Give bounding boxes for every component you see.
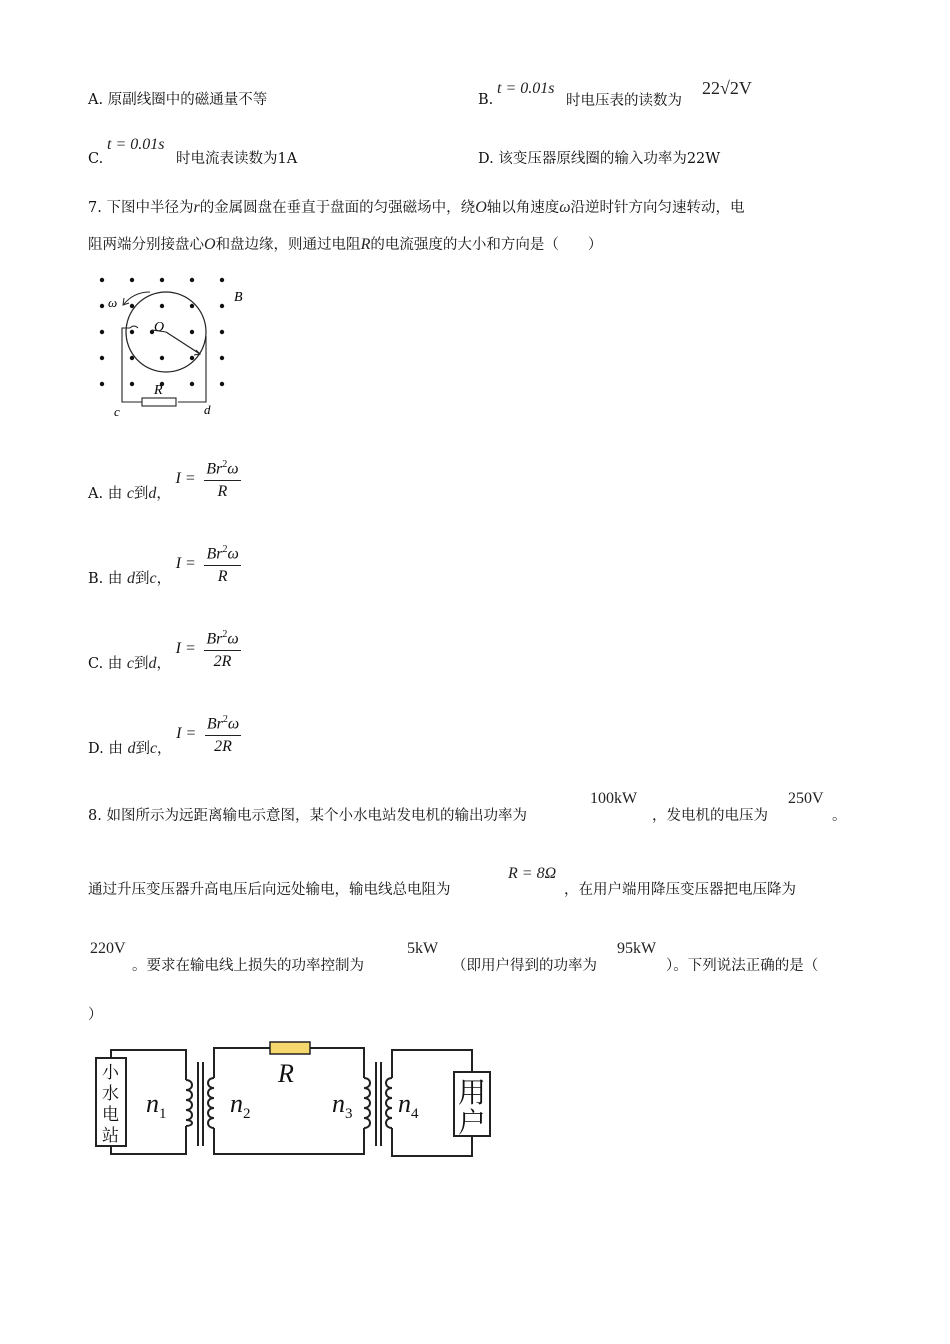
fig7-omega-label: ω <box>108 295 118 310</box>
q7-option-a <box>88 454 241 504</box>
user-char-2: 户 <box>458 1108 487 1139</box>
q8-line3-m2: 5kW <box>407 940 439 957</box>
q7-b-exp: 2 <box>222 544 228 556</box>
q8-line3-p2: （即用户得到的功率为 <box>452 958 597 974</box>
user-wire-top <box>392 1050 472 1078</box>
q7-b-label: B. 由 <box>88 571 123 587</box>
q7-l1-r: r <box>193 199 200 216</box>
q7-option-d <box>88 709 241 759</box>
label-n4-sub: 4 <box>411 1106 419 1122</box>
q6-d-text: 该变压器原线圈的输入功率为22W <box>498 151 721 167</box>
coil-n2 <box>208 1078 214 1128</box>
label-n2-n: n <box>230 1089 243 1118</box>
q7-d-label: D. 由 <box>88 741 123 757</box>
station-char-2: 水 <box>102 1084 119 1103</box>
q8-line3-m1: 220V <box>90 940 126 957</box>
q7-b-den: R <box>217 567 228 585</box>
q7-stem-line1 <box>88 198 745 218</box>
q7-l1-o: O <box>475 199 487 216</box>
q8-line1-m1: 100kW <box>590 790 638 807</box>
q6-a-label: A. <box>88 92 104 108</box>
q7-c-to-word: 到 <box>134 656 149 672</box>
q7-l2-r: R <box>360 236 371 253</box>
q7-a-label: A. 由 <box>88 486 123 502</box>
q7-d-num: Br <box>206 715 223 733</box>
q6-option-a <box>88 90 267 110</box>
fig7-b-label: B <box>234 290 243 305</box>
q7-b-fraction <box>204 540 240 587</box>
q6-c-text: 时电流表读数为1A <box>176 151 298 167</box>
q8-line1-p2: ，发电机的电压为 <box>652 808 768 824</box>
q7-l1-p4: 沿逆时针方向匀速转动，电 <box>570 200 745 216</box>
q7-l1-omega: ω <box>559 199 571 216</box>
q7-d-den: 2R <box>214 737 232 755</box>
primary-wire-bottom <box>111 1126 186 1154</box>
label-n3 <box>332 1089 353 1122</box>
station-char-4: 站 <box>102 1126 119 1145</box>
label-n1-sub: 1 <box>159 1106 167 1122</box>
label-n4 <box>398 1089 419 1122</box>
q7-l2-o: O <box>204 236 216 253</box>
q6-a-text: 原副线圈中的磁通量不等 <box>107 92 268 108</box>
q7-c-lhs: I = <box>175 640 196 657</box>
q7-d-lhs: I = <box>176 725 197 742</box>
label-n1 <box>146 1089 167 1122</box>
coil-n3 <box>364 1078 370 1128</box>
disc-radius <box>166 332 200 354</box>
q7-l2-p3: 的电流强度的大小和方向是（ ） <box>370 237 603 253</box>
q7-b-comma: ， <box>156 571 172 587</box>
q7-a-lhs: I = <box>175 470 196 487</box>
q8-line2-m1: R = 8Ω <box>508 865 557 882</box>
q8-line3-p3: ）。下列说法正确的是（ <box>666 958 819 974</box>
q7-d-to: c <box>149 740 158 757</box>
q6-option-d <box>478 149 720 169</box>
q7-a-from: c <box>126 485 134 502</box>
q7-c-omega: ω <box>227 630 239 648</box>
q7-a-to: d <box>148 485 157 502</box>
q7-b-from: d <box>126 570 135 587</box>
q8-line3-p1: 。要求在输电线上损失的功率控制为 <box>132 958 364 974</box>
q7-stem-line2 <box>88 235 602 255</box>
q7-d-comma: ， <box>157 741 172 757</box>
q7-a-den: R <box>217 482 228 500</box>
q7-a-fraction <box>204 455 240 502</box>
label-n3-n: n <box>332 1089 345 1118</box>
line-resistor-r <box>270 1042 310 1054</box>
q7-b-omega: ω <box>227 545 239 563</box>
q7-c-den: 2R <box>213 652 232 670</box>
line-top-left <box>214 1048 270 1078</box>
q7-l1-p1: 7. 下图中半径为 <box>88 200 194 216</box>
q8-line4: ） <box>88 1007 103 1023</box>
line-top-right <box>310 1048 364 1078</box>
q6-b-value: 22√2V <box>702 78 752 98</box>
primary-wire-top <box>111 1050 186 1080</box>
q8-transmission-figure <box>90 1038 510 1166</box>
q7-l1-p2: 的金属圆盘在垂直于盘面的匀强磁场中，绕 <box>199 200 476 216</box>
station-char-3: 电 <box>102 1105 119 1124</box>
q7-option-c <box>88 624 241 674</box>
q6-option-c <box>88 149 103 169</box>
q6-b-math: t = 0.01s <box>497 80 555 97</box>
q6-b-label: B. <box>478 92 494 108</box>
label-n1-n: n <box>146 1089 159 1118</box>
rotation-arrow-icon <box>124 292 150 304</box>
label-n4-n: n <box>398 1089 411 1118</box>
wire-hook <box>130 326 138 328</box>
user-char-1: 用 <box>458 1078 487 1109</box>
q7-b-lhs: I = <box>175 555 196 572</box>
q7-a-comma: ， <box>156 486 171 502</box>
q7-d-from: d <box>127 740 136 757</box>
fig7-c-label: c <box>114 404 120 419</box>
q7-a-num: Br <box>206 460 223 478</box>
fig7-d-label: d <box>204 402 211 417</box>
q8-line1-p3: 。 <box>832 808 847 824</box>
fig7-r-label: R <box>154 383 163 398</box>
q6-d-label: D. <box>478 151 494 167</box>
q8-line2-p2: ，在用户端用降压变压器把电压降为 <box>564 882 796 898</box>
q7-d-exp: 2 <box>222 714 228 726</box>
coil-n4 <box>386 1078 392 1128</box>
q7-d-to-word: 到 <box>135 741 150 757</box>
q7-c-exp: 2 <box>222 629 228 641</box>
q8-line1-m2: 250V <box>788 790 824 807</box>
q7-c-num: Br <box>206 630 223 648</box>
coil-n1 <box>186 1080 192 1126</box>
q6-c-label: C. <box>88 151 104 167</box>
q7-b-to-word: 到 <box>134 571 150 587</box>
q7-c-from: c <box>126 655 135 672</box>
q7-l1-p3: 轴以角速度 <box>486 200 560 216</box>
label-n2-sub: 2 <box>243 1106 251 1122</box>
q6-b-text: 时电压表的读数为 <box>566 93 682 109</box>
label-r: R <box>278 1059 294 1088</box>
q7-c-fraction <box>204 625 240 672</box>
line-bottom <box>214 1128 364 1154</box>
q7-a-to-word: 到 <box>133 486 149 502</box>
label-n2 <box>230 1089 251 1122</box>
label-n3-sub: 3 <box>345 1106 353 1122</box>
q7-option-b <box>88 539 241 589</box>
resistor-r <box>142 398 176 406</box>
q7-c-comma: ， <box>156 656 172 672</box>
q7-a-omega: ω <box>227 460 239 478</box>
q7-c-to: d <box>148 655 157 672</box>
q7-a-exp: 2 <box>222 459 228 471</box>
q7-d-fraction <box>205 710 241 757</box>
fig7-o-label: O <box>154 320 165 335</box>
q8-line1-p1: 8. 如图所示为远距离输电示意图，某个小水电站发电机的输出功率为 <box>88 808 527 824</box>
q7-d-omega: ω <box>227 715 240 733</box>
q7-b-to: c <box>149 570 157 587</box>
q7-l2-p1: 阻两端分别接盘心 <box>88 237 204 253</box>
q6-option-b <box>478 90 493 110</box>
q6-c-math: t = 0.01s <box>107 136 165 153</box>
q7-b-num: Br <box>206 545 223 563</box>
q7-c-label: C. 由 <box>88 656 123 672</box>
q8-line2-p1: 通过升压变压器升高电压后向远处输电，输电线总电阻为 <box>88 882 451 898</box>
q8-line3-m3: 95kW <box>617 940 657 957</box>
q7-l2-p2: 和盘边缘，则通过电阻 <box>215 237 361 253</box>
station-char-1: 小 <box>102 1063 119 1082</box>
q7-disc-figure <box>92 270 252 422</box>
